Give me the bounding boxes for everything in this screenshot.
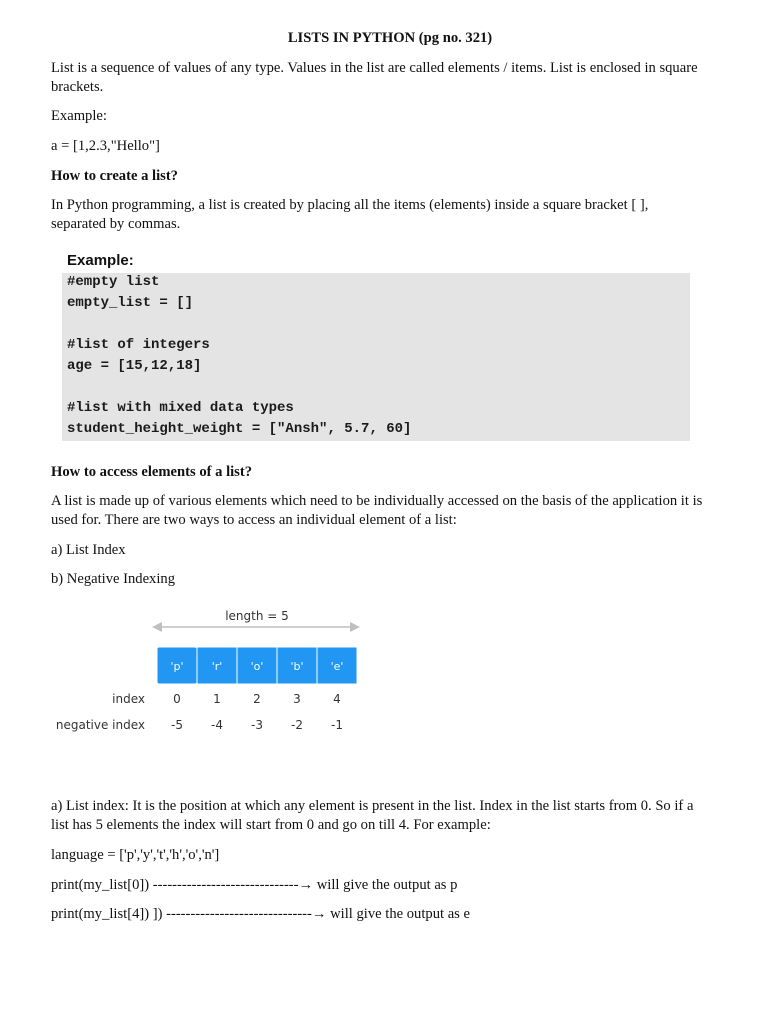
negative-index-value: -4 [211, 718, 223, 732]
index-values [173, 692, 341, 706]
intro-line-2: brackets. [51, 79, 104, 95]
list-index-paragraph [51, 797, 731, 835]
list-cell-label: 'o' [250, 660, 264, 673]
list-cell-label: 'e' [330, 660, 344, 673]
code-line: student_height_weight = ["Ansh", 5.7, 60] [67, 421, 412, 437]
heading-create-list: How to create a list? [51, 168, 178, 184]
negative-index-row-label: negative index [55, 718, 145, 732]
negative-index-value: -2 [291, 718, 303, 732]
list-cell-label: 'r' [211, 660, 223, 673]
list-cell-label: 'b' [290, 660, 304, 673]
index-row-label: index [112, 692, 145, 706]
create-line-2: separated by commas. [51, 216, 181, 232]
page-title: LISTS IN PYTHON (pg no. 321) [287, 30, 493, 46]
access-line-1: A list is made up of various elements which need to be individually accessed on the basis of the application it is [51, 493, 703, 509]
arrow-right-icon [350, 622, 360, 632]
length-label: length = 5 [225, 609, 289, 623]
index-value: 1 [213, 692, 221, 706]
negative-index-value: -5 [171, 718, 183, 732]
access-line-2: used for. There are two ways to access an individual element of a list: [51, 512, 457, 528]
print-example-2: print(my_list[4]) ]) ------------------------------→ will give the output as e [51, 906, 470, 922]
list-index-line-1: a) List index: It is the position at which any element is present in the list. Index in the list starts from 0. So if a [51, 798, 694, 814]
language-example: language = ['p','y','t','h','o','n'] [51, 847, 220, 863]
code-line: #list of integers [67, 337, 210, 353]
list-cell-label: 'p' [170, 660, 184, 673]
index-value: 4 [333, 692, 341, 706]
heading-access-list: How to access elements of a list? [51, 464, 253, 480]
code-line: #empty list [67, 274, 160, 290]
list-index-line-2: list has 5 elements the index will start from 0 and go on till 4. For example: [51, 817, 491, 833]
arrow-left-icon [152, 622, 162, 632]
example-word: Example: [51, 108, 107, 124]
print-example-1: print(my_list[0]) ------------------------------→ will give the output as p [51, 877, 458, 893]
negative-index-value: -3 [251, 718, 263, 732]
index-value: 0 [173, 692, 181, 706]
option-negative-indexing: b) Negative Indexing [51, 571, 176, 587]
negative-index-value: -1 [331, 718, 343, 732]
option-list-index: a) List Index [51, 542, 126, 558]
create-line-1: In Python programming, a list is created by placing all the items (elements) inside a square bracket [ ], [51, 197, 649, 213]
list-cells [157, 647, 357, 684]
code-line: empty_list = [] [67, 295, 194, 311]
index-value: 3 [293, 692, 301, 706]
intro-line-1: List is a sequence of values of any type. Values in the list are called elements / items. List is enclosed in square [51, 60, 698, 76]
code-line: #list with mixed data types [67, 400, 294, 416]
example-code-inline: a = [1,2.3,"Hello"] [51, 138, 160, 154]
index-value: 2 [253, 692, 261, 706]
negative-index-values [171, 718, 343, 732]
code-line: age = [15,12,18] [67, 358, 202, 374]
code-example-label: Example: [67, 252, 134, 269]
